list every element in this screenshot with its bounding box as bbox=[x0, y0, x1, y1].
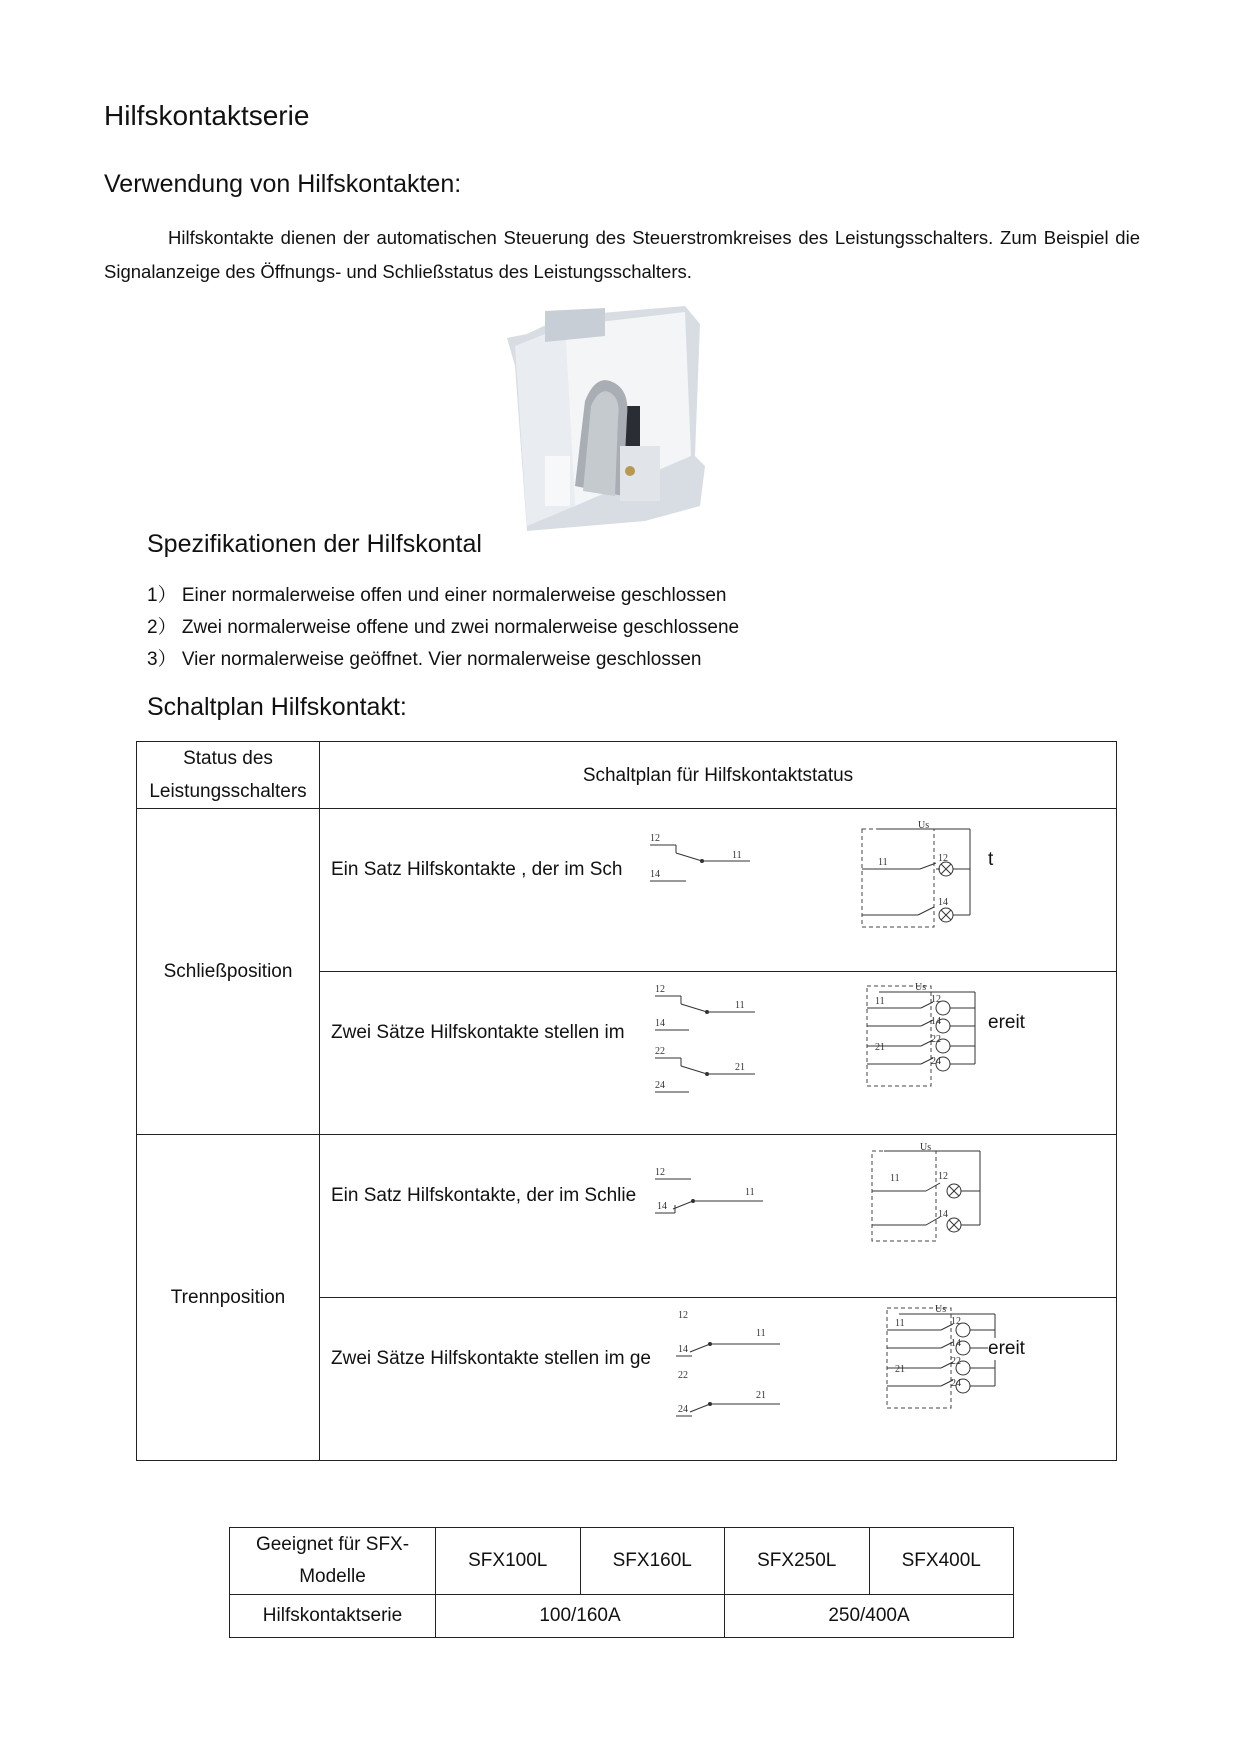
svg-text:21: 21 bbox=[875, 1042, 885, 1053]
wiring-table bbox=[136, 741, 1117, 1461]
page-title: Hilfskontaktserie bbox=[104, 100, 310, 131]
model-cell: SFX250L bbox=[725, 1528, 870, 1595]
svg-text:14: 14 bbox=[650, 869, 660, 880]
contact-symbol bbox=[670, 1308, 790, 1428]
diagram-heading: Schaltplan Hilfskontakt: bbox=[147, 693, 407, 721]
svg-text:14: 14 bbox=[655, 1018, 665, 1029]
cell-tail-text: ereit bbox=[988, 1012, 1025, 1033]
svg-text:Us: Us bbox=[935, 1304, 947, 1315]
spec-item: 3） Vier normalerweise geöffnet. Vier normalerweise geschlossen bbox=[147, 649, 702, 670]
series-cell: 250/400A bbox=[725, 1595, 1014, 1638]
svg-text:21: 21 bbox=[756, 1390, 766, 1401]
auxiliary-contact-photo bbox=[505, 306, 705, 536]
svg-text:12: 12 bbox=[931, 994, 941, 1005]
cell-description: Zwei Sätze Hilfskontakte stellen im ge bbox=[331, 1348, 651, 1369]
svg-text:22: 22 bbox=[655, 1046, 665, 1057]
svg-text:11: 11 bbox=[878, 857, 888, 868]
svg-text:14: 14 bbox=[951, 1338, 961, 1349]
svg-text:24: 24 bbox=[931, 1056, 941, 1067]
svg-text:11: 11 bbox=[745, 1187, 755, 1198]
spec-heading: Spezifikationen der Hilfskontal bbox=[147, 530, 482, 558]
svg-text:22: 22 bbox=[951, 1356, 961, 1367]
diagram-cell bbox=[320, 972, 1117, 1135]
svg-text:14: 14 bbox=[938, 897, 948, 908]
contact-symbol bbox=[653, 1165, 773, 1225]
svg-text:24: 24 bbox=[951, 1378, 961, 1389]
usage-text: Hilfskontakte dienen der automatischen Steuerung des Steuerstromkreises des Leistungsschalters. Zum Beispiel die Signalanzeige des Öffnungs- und Schließstatus des Leistungsschalters. bbox=[104, 227, 1140, 282]
header-diagram: Schaltplan für Hilfskontaktstatus bbox=[320, 742, 1117, 809]
svg-text:11: 11 bbox=[756, 1328, 766, 1339]
svg-text:12: 12 bbox=[678, 1310, 688, 1321]
model-cell: SFX100L bbox=[436, 1528, 581, 1595]
svg-text:12: 12 bbox=[655, 1167, 665, 1178]
spec-item: 2） Zwei normalerweise offene und zwei normalerweise geschlossene bbox=[147, 617, 740, 638]
svg-text:12: 12 bbox=[650, 833, 660, 844]
series-label: Hilfskontaktserie bbox=[230, 1595, 436, 1638]
svg-text:14: 14 bbox=[657, 1201, 667, 1212]
series-cell: 100/160A bbox=[436, 1595, 725, 1638]
svg-text:24: 24 bbox=[655, 1080, 665, 1091]
svg-text:Us: Us bbox=[915, 982, 927, 993]
svg-text:14: 14 bbox=[678, 1344, 688, 1355]
svg-text:11: 11 bbox=[895, 1318, 905, 1329]
svg-text:11: 11 bbox=[875, 996, 885, 1007]
svg-text:21: 21 bbox=[735, 1062, 745, 1073]
svg-text:12: 12 bbox=[938, 853, 948, 864]
circuit-diagram bbox=[860, 820, 990, 929]
contact-symbol bbox=[640, 831, 760, 891]
models-label: Geeignet für SFX-Modelle bbox=[230, 1528, 436, 1595]
diagram-cell bbox=[320, 809, 1117, 972]
models-table bbox=[229, 1527, 1014, 1638]
circuit-diagram bbox=[865, 980, 995, 1092]
svg-text:22: 22 bbox=[931, 1034, 941, 1045]
model-cell: SFX160L bbox=[580, 1528, 725, 1595]
svg-text:14: 14 bbox=[938, 1209, 948, 1220]
svg-text:11: 11 bbox=[732, 850, 742, 861]
svg-text:12: 12 bbox=[951, 1316, 961, 1327]
cell-description: Ein Satz Hilfskontakte , der im Sch bbox=[331, 859, 623, 880]
svg-text:11: 11 bbox=[735, 1000, 745, 1011]
svg-text:21: 21 bbox=[895, 1364, 905, 1375]
diagram-cell bbox=[320, 1135, 1117, 1298]
usage-paragraph bbox=[104, 221, 1140, 289]
svg-text:24: 24 bbox=[678, 1404, 688, 1415]
status-closed: Schließposition bbox=[137, 809, 320, 1135]
svg-text:22: 22 bbox=[678, 1370, 688, 1381]
contact-symbol bbox=[645, 982, 765, 1102]
diagram-cell bbox=[320, 1298, 1117, 1461]
svg-text:Us: Us bbox=[918, 820, 930, 831]
svg-text:11: 11 bbox=[890, 1173, 900, 1184]
model-cell: SFX400L bbox=[869, 1528, 1014, 1595]
svg-text:Us: Us bbox=[920, 1142, 932, 1153]
status-open: Trennposition bbox=[137, 1135, 320, 1461]
cell-description: Zwei Sätze Hilfskontakte stellen im bbox=[331, 1022, 625, 1043]
spec-item: 1） Einer normalerweise offen und einer normalerweise geschlossen bbox=[147, 585, 727, 606]
cell-tail-text: ereit bbox=[988, 1338, 1025, 1359]
cell-description: Ein Satz Hilfskontakte, der im Schlie bbox=[331, 1185, 637, 1206]
svg-text:14: 14 bbox=[931, 1016, 941, 1027]
header-status: Status des Leistungsschalters bbox=[137, 742, 320, 809]
circuit-diagram bbox=[870, 1142, 1000, 1245]
svg-text:12: 12 bbox=[655, 984, 665, 995]
usage-heading: Verwendung von Hilfskontakten: bbox=[104, 170, 462, 198]
svg-text:12: 12 bbox=[938, 1171, 948, 1182]
cell-tail-text: t bbox=[988, 849, 994, 870]
spec-list bbox=[147, 580, 739, 676]
